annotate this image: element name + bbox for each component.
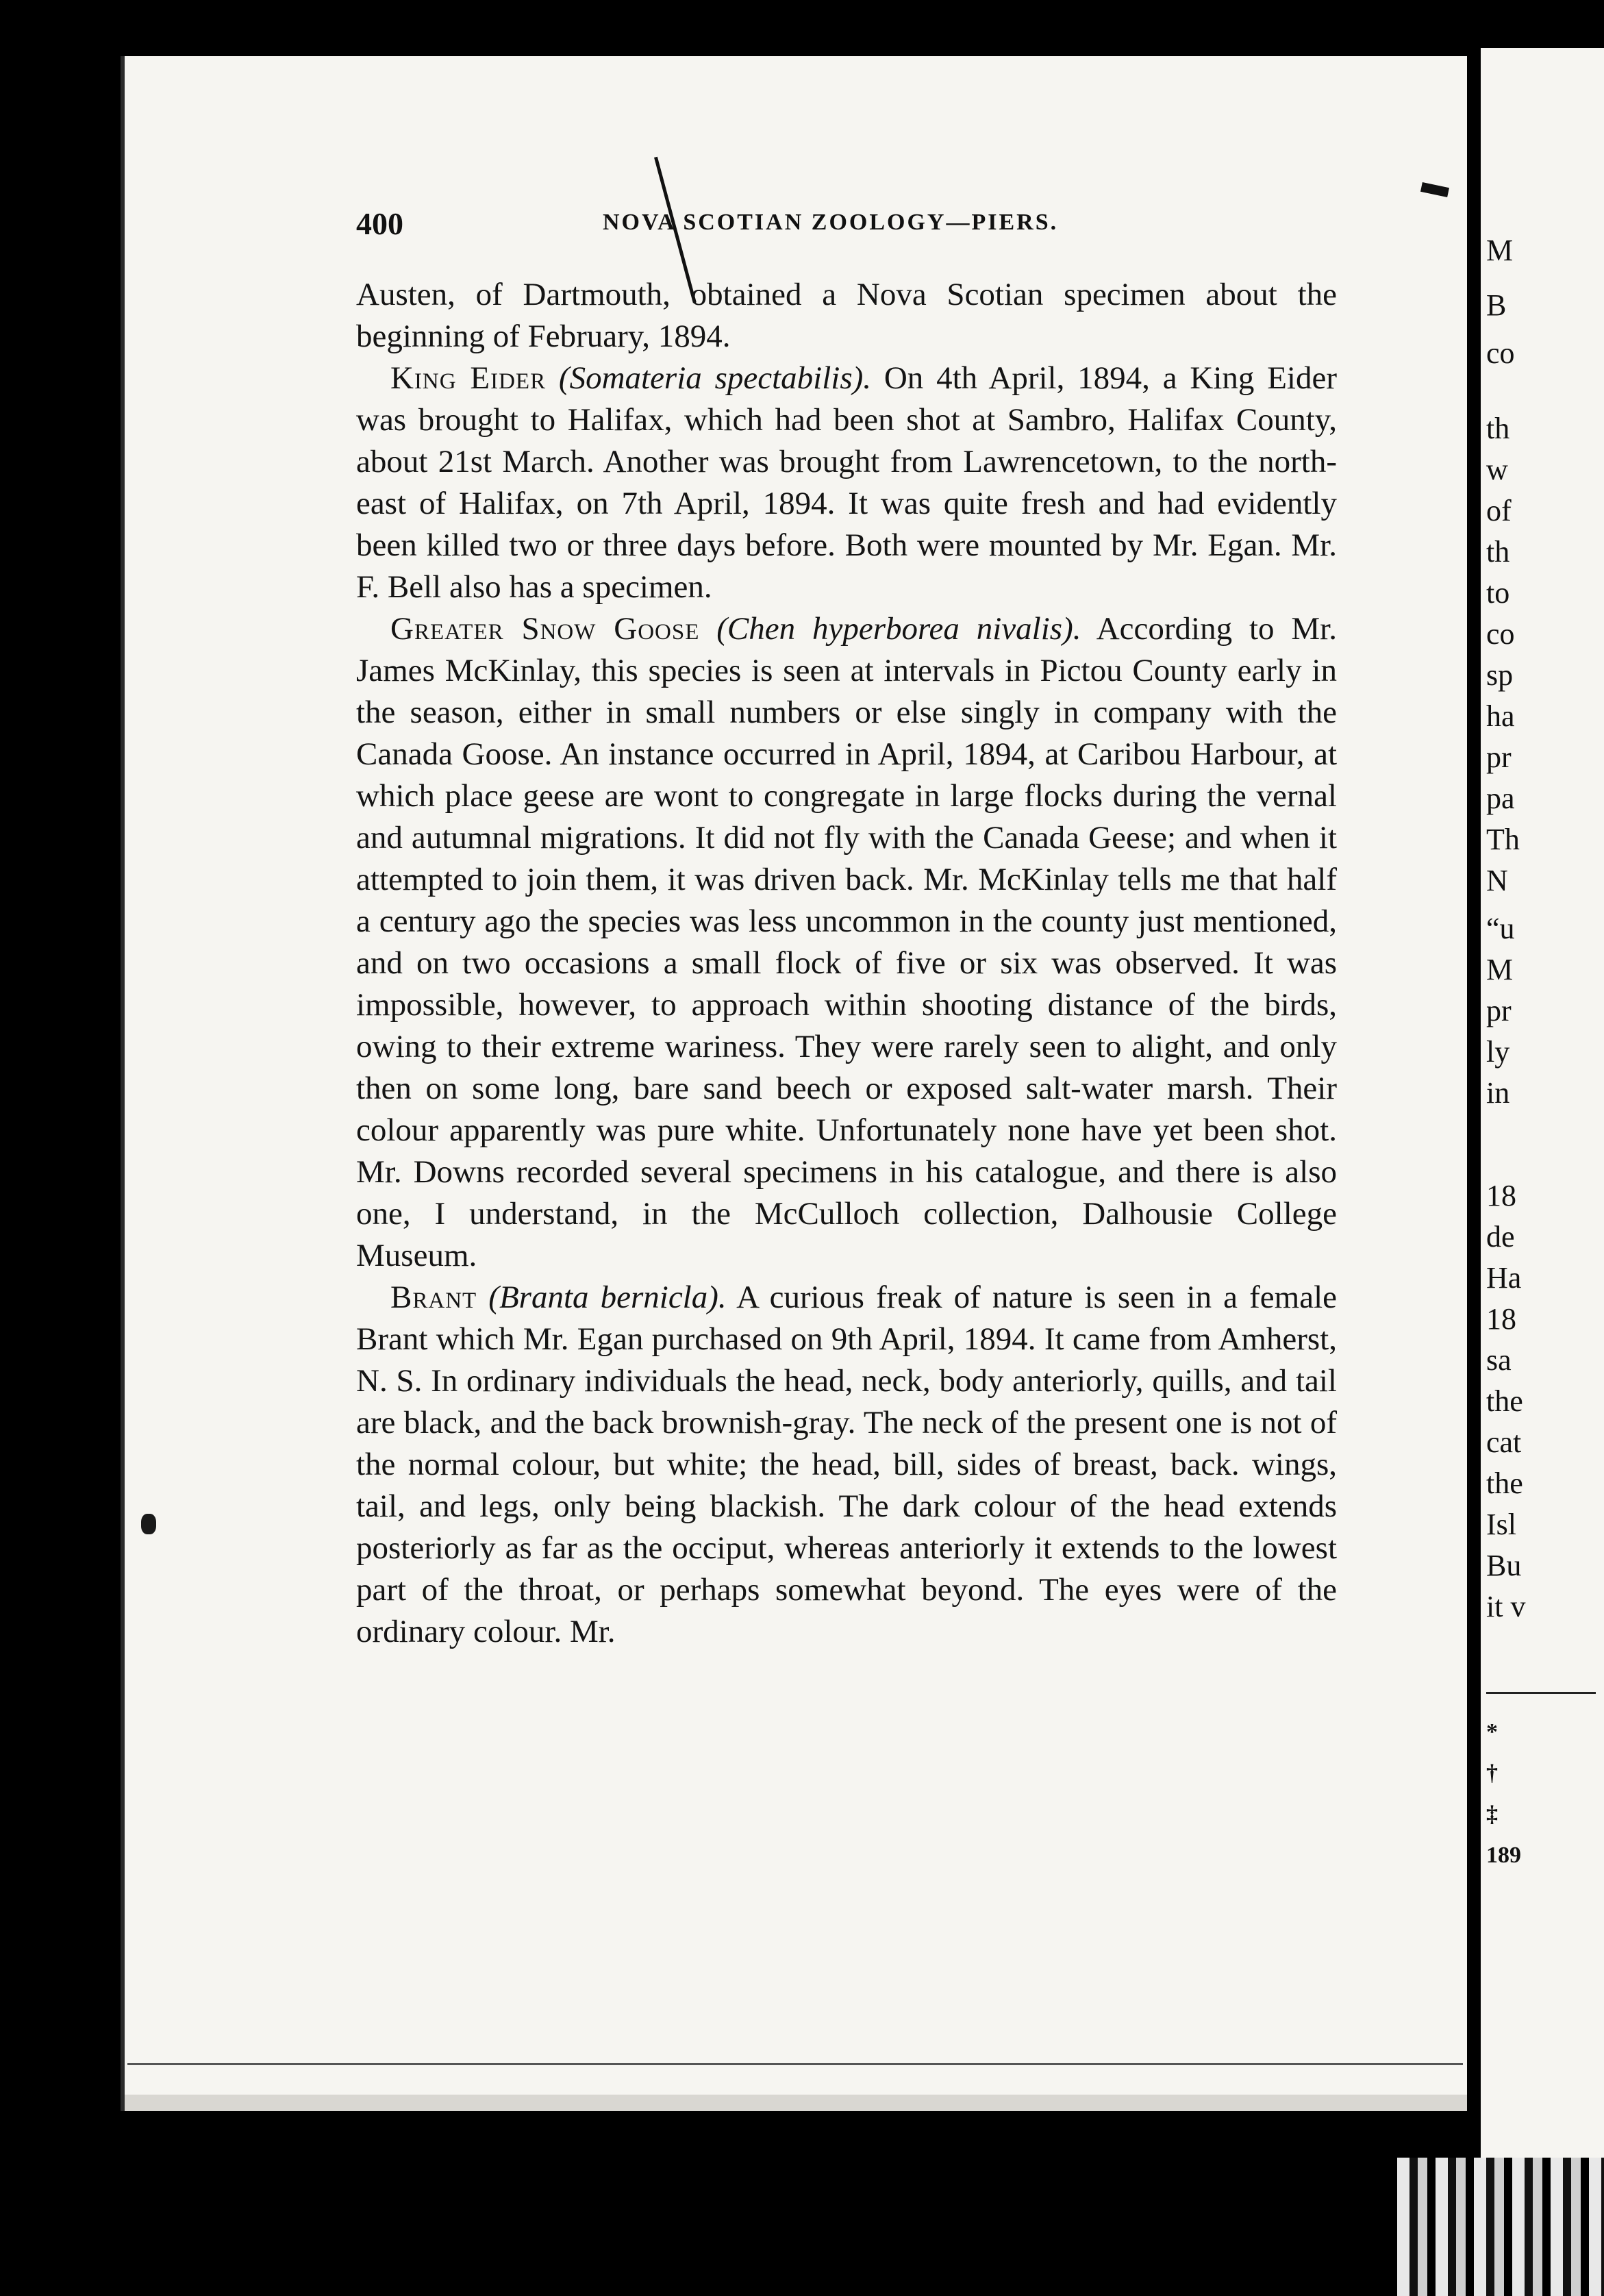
species-heading: Brant: [390, 1280, 477, 1315]
adjacent-page-fragment: N: [1486, 864, 1508, 897]
adjacent-page-fragment: 18: [1486, 1302, 1516, 1336]
adjacent-page-fragment: B: [1486, 288, 1507, 322]
paragraph-greater-snow-goose: [356, 608, 1337, 1277]
paragraph-text: A curious freak of nature is seen in a female Brant which Mr. Egan purchased on 9th April, 1894. It came from Amherst, N. S. In ordinary individuals the head, neck, body anteriorly, quills, and tail are black, and the back brownish-gray. The neck of the present one is not of the normal colour, but white; the head, bill, sides of breast, back. wings, tail, and legs, only being blackish. The dark colour of the head extends posteriorly as far as the occiput, whereas anteriorly it extends to the lowest part of the throat, or perhaps somewhat beyond. The eyes were of the ordinary colour. Mr.: [356, 1280, 1337, 1649]
adjacent-page-fragment: Isl: [1486, 1508, 1516, 1541]
adjacent-page-fragment: the: [1486, 1467, 1523, 1500]
adjacent-page-fragment: M: [1486, 953, 1514, 986]
adjacent-page-fragment: w: [1486, 453, 1508, 486]
adjacent-page-fragment: sa: [1486, 1343, 1512, 1377]
adjacent-page-fragment: ly: [1486, 1035, 1510, 1069]
adjacent-page-fragment: cat: [1486, 1425, 1522, 1459]
species-latin-name: (Somateria spectabilis).: [558, 360, 872, 396]
adjacent-page-fragment: de: [1486, 1220, 1515, 1253]
running-head: NOVA SCOTIAN ZOOLOGY—PIERS.: [603, 210, 1059, 235]
adjacent-footnote-mark: *: [1486, 1719, 1498, 1745]
paragraph-text: Austen, of Dartmouth, obtained a Nova Scotian specimen about the beginning of February, 1894.: [356, 277, 1337, 354]
footnote-rule: [1486, 1692, 1596, 1694]
adjacent-page-fragment: “u: [1486, 912, 1515, 945]
species-heading: King Eider: [390, 360, 547, 396]
paragraph-austen: [356, 274, 1337, 358]
paragraph-text: According to Mr. James McKinlay, this species is seen at intervals in Pictou County early in the season, either in small numbers or else singly in company with the Canada Goose. An instance occurred in April, 1894, at Caribou Harbour, at which place geese are wont to congregate in large flocks during the vernal and autumnal migrations. It did not fly with the Canada Geese; and when it attempted to join them, it was driven back. Mr. McKinlay tells me that half a century ago the species was less uncommon in the county just mentioned, and on two occasions a small flock of five or six was observed. It was impossible, however, to approach within shooting distance of the birds, owing to their extreme wariness. They were rarely seen to alight, and only then on some long, bare sand beech or exposed salt-water marsh. Their colour apparently was pure white. Unfortunately none have yet been shot. Mr. Downs recorded several specimens in his catalogue, and there is also one, I understand, in the McCulloch collection, Dalhousie College Museum.: [356, 611, 1337, 1273]
adjacent-page-fragment: the: [1486, 1384, 1523, 1418]
adjacent-page-fragment: to: [1486, 576, 1510, 610]
adjacent-page-fragment: Bu: [1486, 1549, 1522, 1582]
page-header: [356, 205, 1356, 247]
adjacent-footnote-mark: 189: [1486, 1843, 1521, 1868]
adjacent-page-fragment: it v: [1486, 1590, 1526, 1623]
adjacent-page-fragment: th: [1486, 412, 1510, 445]
paragraph-text: On 4th April, 1894, a King Eider was brought to Halifax, which had been shot at Sambro, Halifax County, about 21st March. Another was brought from Lawrencetown, to the north-east of Halifax, on 7th April, 1894. It was quite fresh and had evidently been killed two or three days before. Both were mounted by Mr. Egan. Mr. F. Bell also has a specimen.: [356, 360, 1337, 605]
adjacent-footnote-mark: ‡: [1486, 1801, 1498, 1827]
adjacent-page-fragment: co: [1486, 336, 1515, 370]
adjacent-page-fragment: of: [1486, 494, 1512, 527]
adjacent-page-fragment: pr: [1486, 740, 1512, 774]
paragraph-brant: [356, 1277, 1337, 1653]
scan-edge-strip: [1397, 2158, 1604, 2296]
page-number: 400: [356, 206, 403, 241]
page-bottom-band: [125, 2095, 1467, 2111]
adjacent-page-fragment: 18: [1486, 1179, 1516, 1212]
adjacent-page-fragment: pa: [1486, 782, 1515, 815]
adjacent-page-fragment: co: [1486, 617, 1515, 651]
adjacent-page-fragment: M: [1486, 234, 1514, 267]
adjacent-page-fragment: ha: [1486, 699, 1515, 733]
species-heading: Greater Snow Goose: [390, 611, 700, 647]
adjacent-page-fragment: pr: [1486, 994, 1512, 1027]
paragraph-king-eider: [356, 358, 1337, 608]
species-latin-name: (Chen hyperborea nivalis).: [716, 611, 1081, 647]
species-latin-name: (Branta bernicla).: [488, 1280, 727, 1315]
adjacent-page: [1481, 48, 1604, 2171]
body-text: [356, 274, 1337, 1653]
adjacent-page-fragment: th: [1486, 535, 1510, 569]
margin-stain: [141, 1514, 156, 1534]
adjacent-page-fragment: in: [1486, 1076, 1510, 1110]
adjacent-page-fragment: Th: [1486, 823, 1520, 856]
adjacent-page-fragment: Ha: [1486, 1261, 1522, 1295]
page-fold-line: [127, 2063, 1463, 2065]
adjacent-footnote-mark: †: [1486, 1760, 1498, 1786]
adjacent-page-fragment: sp: [1486, 658, 1514, 692]
